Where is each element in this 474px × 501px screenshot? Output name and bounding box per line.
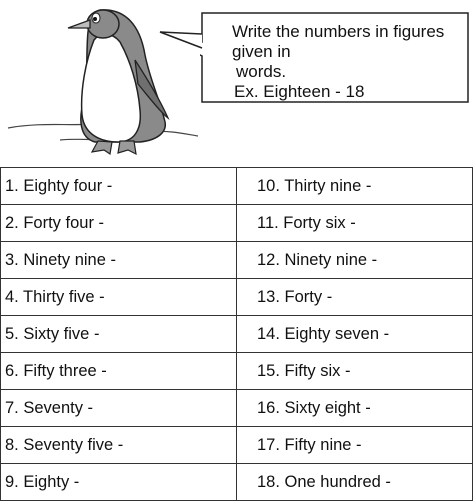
- exercise-item: 3. Ninety nine -: [1, 242, 237, 279]
- instruction-line-2: words.: [236, 62, 287, 81]
- exercise-item: 10. Thirty nine -: [237, 168, 473, 205]
- exercise-item: 11. Forty six -: [237, 205, 473, 242]
- table-row: [1, 390, 473, 427]
- table-row: [1, 353, 473, 390]
- table-row: [1, 316, 473, 353]
- instruction-text: [232, 22, 472, 102]
- exercise-table: [0, 167, 473, 501]
- table-row: [1, 205, 473, 242]
- table-row: [1, 427, 473, 464]
- exercise-item: 16. Sixty eight -: [237, 390, 473, 427]
- exercise-item: 6. Fifty three -: [1, 353, 237, 390]
- exercise-item: 4. Thirty five -: [1, 279, 237, 316]
- penguin-icon: [0, 0, 200, 160]
- exercise-item: 1. Eighty four -: [1, 168, 237, 205]
- exercise-item: 9. Eighty -: [1, 464, 237, 501]
- exercise-item: 8. Seventy five -: [1, 427, 237, 464]
- table-row: [1, 242, 473, 279]
- exercise-item: 15. Fifty six -: [237, 353, 473, 390]
- exercise-item: 7. Seventy -: [1, 390, 237, 427]
- instruction-example: Ex. Eighteen - 18: [234, 82, 365, 101]
- exercise-item: 12. Ninety nine -: [237, 242, 473, 279]
- exercise-item: 13. Forty -: [237, 279, 473, 316]
- exercise-item: 2. Forty four -: [1, 205, 237, 242]
- exercise-item: 18. One hundred -: [237, 464, 473, 501]
- speech-bubble-pointer: [158, 30, 204, 60]
- table-row: [1, 279, 473, 316]
- exercise-item: 17. Fifty nine -: [237, 427, 473, 464]
- instruction-line-1: Write the numbers in figures given in: [232, 22, 445, 61]
- exercise-item: 5. Sixty five -: [1, 316, 237, 353]
- table-row: [1, 168, 473, 205]
- exercise-item: 14. Eighty seven -: [237, 316, 473, 353]
